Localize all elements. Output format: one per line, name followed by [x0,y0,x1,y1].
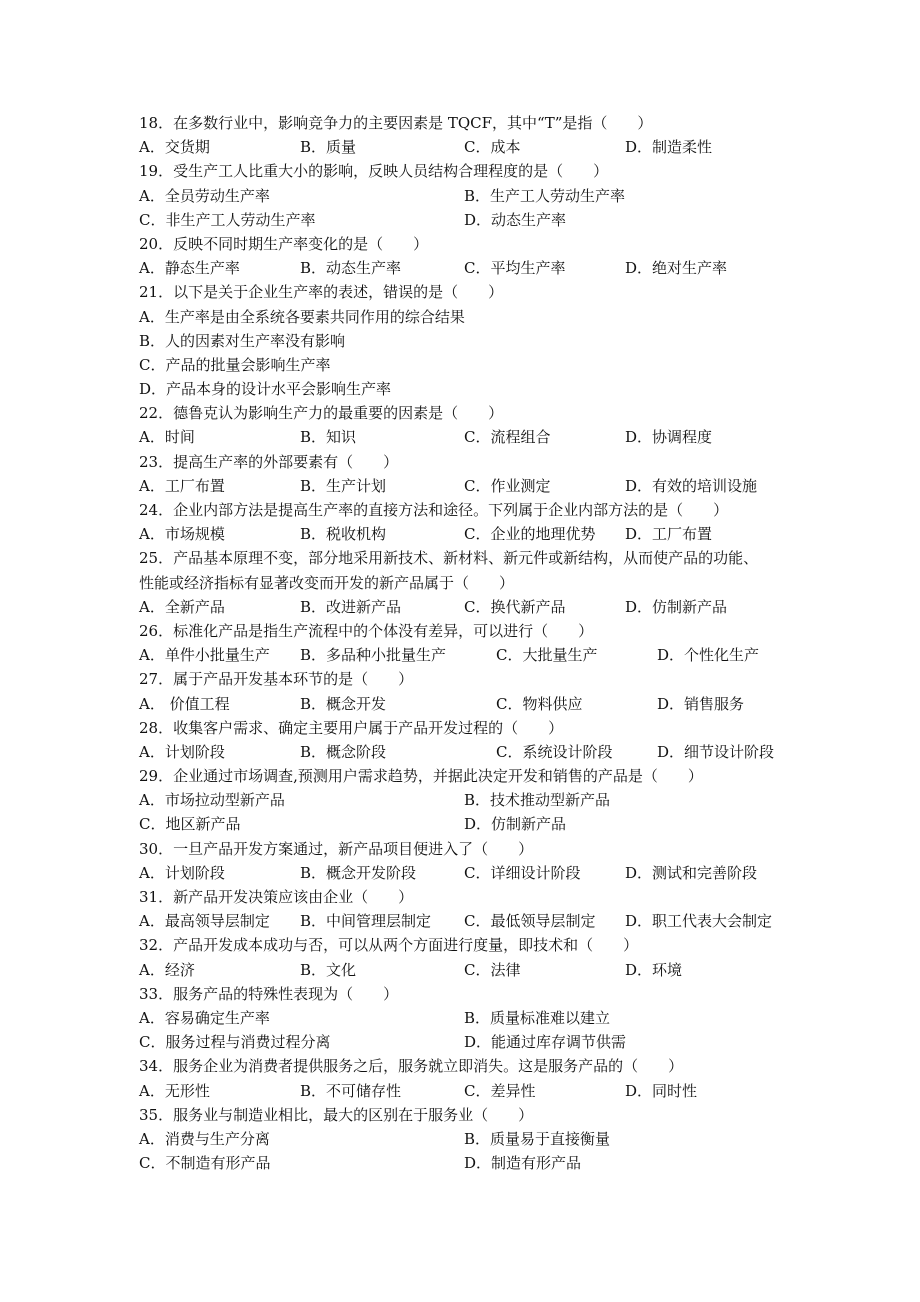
answer-option: B．质量 [300,138,357,157]
question-stem: 35．服务业与制造业相比，最大的区别在于服务业（ ） [139,1105,534,1124]
question-stem: 19．受生产工人比重大小的影响，反映人员结构合理程度的是（ ） [139,162,609,181]
options-row [139,1079,799,1103]
answer-option: D．动态生产率 [464,210,567,229]
answer-option: C．产品的批量会影响生产率 [139,355,331,374]
question-stem: 性能或经济指标有显著改变而开发的新产品属于（ ） [139,573,515,592]
answer-option: B．人的因素对生产率没有影响 [139,331,346,350]
answer-option: A．无形性 [139,1081,210,1100]
question-stem: 31．新产品开发决策应该由企业（ ） [139,888,414,906]
options-row [139,861,799,885]
question-stem: 26．标准化产品是指生产流程中的个体没有差异，可以进行（ ） [139,621,594,640]
answer-option: D．同时性 [625,1081,698,1100]
answer-option: A．时间 [139,428,195,447]
answer-option: A．生产率是由全系统各要素共同作用的综合结果 [139,307,465,326]
answer-option: D．仿制新产品 [625,597,728,616]
options-row [139,740,799,764]
answer-option: D．制造柔性 [625,138,713,157]
options-row [139,1006,799,1030]
answer-option: B．知识 [300,428,357,447]
answer-option: C．流程组合 [464,428,551,447]
answer-option: D．仿制新产品 [464,815,567,834]
options-row [139,788,799,812]
answer-option: D．个性化生产 [657,646,760,665]
answer-option: A．容易确定生产率 [139,1008,270,1027]
answer-option: D．销售服务 [657,694,745,713]
answer-option: A．单件小批量生产 [139,646,270,665]
answer-option: B．改进新产品 [300,597,402,616]
options-row [139,1127,799,1151]
options-row [139,1030,799,1054]
question-stem: 27．属于产品开发基本环节的是（ ） [139,670,414,689]
answer-option: D．制造有形产品 [464,1154,582,1173]
answer-option: A．市场拉动型新产品 [139,791,285,810]
answer-option: B．动态生产率 [300,259,402,278]
answer-option: D．职工代表大会制定 [625,912,773,931]
answer-option: A．消费与生产分离 [139,1129,270,1148]
options-row [139,692,799,716]
answer-option: D．绝对生产率 [625,259,728,278]
answer-option: B．质量标准难以建立 [464,1008,611,1027]
options-row [139,474,799,498]
answer-option: A．市场规模 [139,525,225,544]
answer-option: B．技术推动型新产品 [464,791,611,810]
answer-option: C．法律 [464,960,521,979]
question-stem: 34．服务企业为消费者提供服务之后，服务就立即消失。这是服务产品的（ ） [139,1057,684,1076]
answer-option: A．工厂布置 [139,476,225,495]
answer-option: C．平均生产率 [464,259,566,278]
answer-option: A．静态生产率 [139,259,240,278]
question-stem: 20．反映不同时期生产率变化的是（ ） [139,234,429,253]
options-row [139,135,799,159]
answer-option: B．概念开发阶段 [300,863,417,882]
answer-option: C．企业的地理优势 [464,525,596,544]
answer-option: D．细节设计阶段 [657,742,775,761]
answer-option: D．能通过库存调节供需 [464,1033,627,1052]
answer-option: B．不可储存性 [300,1081,402,1100]
question-stem: 24．企业内部方法是提高生产率的直接方法和途径。下列属于企业内部方法的是（ ） [139,501,729,519]
answer-option: A．经济 [139,960,195,979]
answer-option: B．概念开发 [300,694,387,713]
options-row [139,909,799,933]
answer-option: B．生产工人劳动生产率 [464,186,626,205]
question-stem: 21．以下是关于企业生产率的表述，错误的是（ ） [139,283,504,302]
options-row [139,208,799,232]
options-row [139,522,799,546]
answer-option: A．最高领导层制定 [139,912,270,931]
options-row [139,377,799,401]
answer-option: C．作业测定 [464,476,551,495]
answer-option: D．协调程度 [625,428,713,447]
answer-option: B．概念阶段 [300,742,387,761]
answer-option: B．税收机构 [300,525,387,544]
question-stem: 33．服务产品的特殊性表现为（ ） [139,984,399,1003]
answer-option: C．系统设计阶段 [496,742,613,761]
answer-option: C．非生产工人劳动生产率 [139,210,316,229]
options-row [139,643,799,667]
question-stem: 18．在多数行业中，影响竞争力的主要因素是 TQCF，其中“T”是指（ ） [139,114,653,132]
options-row [139,425,799,449]
answer-option: A．计划阶段 [139,742,225,761]
answer-option: A． 价值工程 [139,694,230,713]
options-row [139,329,799,353]
question-stem: 29．企业通过市场调查,预测用户需求趋势，并据此决定开发和销售的产品是（ ） [139,767,703,786]
answer-option: A．全员劳动生产率 [139,186,270,205]
answer-option: B．生产计划 [300,476,387,495]
answer-option: C．地区新产品 [139,815,241,834]
options-row [139,184,799,208]
answer-option: C．服务过程与消费过程分离 [139,1033,331,1052]
answer-option: B．文化 [300,960,357,979]
answer-option: C．物料供应 [496,694,583,713]
options-row [139,595,799,619]
question-stem: 32．产品开发成本成功与否，可以从两个方面进行度量，即技术和（ ） [139,936,639,955]
options-row [139,256,799,280]
options-row [139,353,799,377]
question-stem: 30．一旦产品开发方案通过，新产品项目便进入了（ ） [139,839,534,858]
answer-option: C．不制造有形产品 [139,1154,271,1173]
options-row [139,1151,799,1175]
options-row [139,958,799,982]
answer-option: C．详细设计阶段 [464,863,581,882]
answer-option: D．产品本身的设计水平会影响生产率 [139,380,392,399]
answer-option: C．最低领导层制定 [464,912,596,931]
answer-option: A．计划阶段 [139,863,225,882]
answer-option: B．中间管理层制定 [300,912,432,931]
question-stem: 23．提高生产率的外部要素有（ ） [139,452,399,471]
answer-option: D．环境 [625,960,683,979]
answer-option: C．差异性 [464,1081,536,1100]
answer-option: B．多品种小批量生产 [300,646,447,665]
question-stem: 28．收集客户需求、确定主要用户属于产品开发过程的（ ） [139,718,564,737]
answer-option: D．测试和完善阶段 [625,863,758,882]
answer-option: D．工厂布置 [625,525,713,544]
question-page [139,111,799,1175]
question-stem: 22．德鲁克认为影响生产力的最重要的因素是（ ） [139,404,504,423]
question-stem: 25．产品基本原理不变，部分地采用新技术、新材料、新元件或新结构，从而使产品的功能、 [139,549,759,568]
answer-option: C．大批量生产 [496,646,598,665]
answer-option: A．全新产品 [139,597,225,616]
answer-option: A．交货期 [139,138,210,157]
answer-option: D．有效的培训设施 [625,476,758,495]
answer-option: B．质量易于直接衡量 [464,1129,611,1148]
answer-option: C．换代新产品 [464,597,566,616]
options-row [139,305,799,329]
options-row [139,812,799,836]
answer-option: C．成本 [464,138,521,157]
